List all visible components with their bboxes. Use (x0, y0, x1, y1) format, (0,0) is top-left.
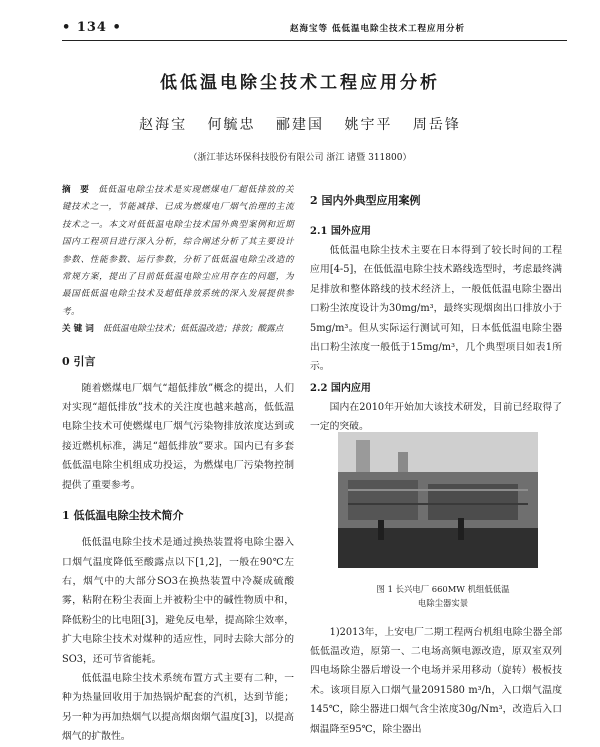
keywords-text: 低低温电除尘技术；低低温改造；排放；酸露点 (102, 324, 284, 335)
affiliation: （浙江菲达环保科技股份有限公司 浙江 诸暨 311800） (188, 153, 412, 163)
plant-illustration (338, 432, 538, 568)
page-number: • 134 • (62, 20, 122, 35)
abstract-text: 低低温电除尘技术是实现燃煤电厂超低排放的关键技术之一，节能减排、已成为燃煤电厂烟气治理的主流技术之一。本文对低低温电除尘技术国外典型案例和近期国内工程项目进行深入分析，综合阐述分析了其主要设计参数、性能参数、运行参数，分析了低低温电除尘改造的常规方案，提出了目前低低温电除尘应用存在的问题，为最国低低温电除尘技术及超低排放系统的深入发展提供参考。 (62, 185, 294, 317)
section-2-1-paragraph: 低低温电除尘技术主要在日本得到了较长时间的工程应用[4-5]，在低低温电除尘技术路线选型时，考虑最终满足排放和整体路线的技术经济上，一般低低温电除尘器出口粉尘浓度设计为30mg/m³，最终实现烟囱出口排放小于5mg/m³。但从实际运行测试可知，日本低低温电除尘器出口粉尘浓度一般低于15mg/m³，几个典型项目如表1所示。 (310, 245, 562, 373)
figure-caption-line-2: 电除尘器实景 (417, 598, 469, 608)
section-0-paragraph: 随着燃煤电厂烟气“超低排放”概念的提出，人们对实现“超低排放”技术的关注度也越来越高，低低温电除尘技术可使燃煤电厂烟气污染物排放浓度达到或接近燃机标准，满足“超低排放”要求。国内已有多套低低温电除尘机组成功投运，为燃煤电厂污染物控制提供了重要参考。 (62, 382, 294, 491)
running-header (62, 20, 567, 40)
section-1-heading: 1 低低温电除尘技术简介 (62, 509, 184, 523)
figure-caption-line-1: 图 1 长兴电厂 660MW 机组低低温 (376, 584, 510, 594)
keywords (62, 321, 294, 338)
keywords-label: 关键词 (62, 324, 97, 335)
header-rule (62, 40, 567, 41)
section-2-heading: 2 国内外典型应用案例 (310, 194, 421, 207)
figure-caption (328, 582, 558, 610)
section-2-2-paragraph-1: 国内在2010年开始加大该技术研发，目前已经取得了一定的突破。 (310, 401, 562, 433)
section-1-paragraph-1: 低低温电除尘技术是通过换热装置将电除尘器入口烟气温度降低至酸露点以下[1,2]，一般在90℃左右，烟气中的大部分SO3在换热装置中冷凝成硫酸雾，粘附在粉尘表面上并被粉尘中的碱性物质中和，降低粉尘的比电阻[3]，避免反电晕，提高除尘效率，扩大电除尘技术对煤种的适应性，同时去除大部分的SO3，还可节省能耗。 (62, 537, 294, 665)
section-0-heading: 0 引言 (62, 354, 96, 368)
abstract (62, 182, 294, 321)
figure-photo (338, 432, 538, 568)
abstract-label: 摘 要 (62, 185, 93, 195)
article-title: 低低温电除尘技术工程应用分析 (160, 73, 440, 93)
section-2-2-paragraph-2: 1)2013年，上安电厂二期工程两台机组电除尘器全部低低温改造，原第一、二电场高频电源改造，原双室双列四电场除尘器后增设一个电场并采用移动（旋转）极板技术。该项目原入口烟气量2091580 m³/h，入口烟气温度145℃，除尘器进口烟气含尘浓度30g/Nm³，改造后入口烟温降至95℃，除尘器出 (310, 626, 562, 735)
author-list: 赵海宝 何毓忠 郦建国 姚宇平 周岳锋 (139, 117, 461, 133)
section-2-1-heading: 2.1 国外应用 (310, 226, 371, 237)
left-column (62, 182, 294, 747)
section-2-2-heading: 2.2 国内应用 (310, 382, 371, 394)
running-title: 赵海宝等 低低温电除尘技术工程应用分析 (290, 24, 465, 34)
section-1-paragraph-2: 低低温电除尘技术系统布置方式主要有二种，一种为热量回收用于加热锅炉配套的汽机，达到节能；另一种为再加热烟气以提高烟囱烟气温度[3]，以提高烟气的扩散性。 (62, 672, 294, 743)
